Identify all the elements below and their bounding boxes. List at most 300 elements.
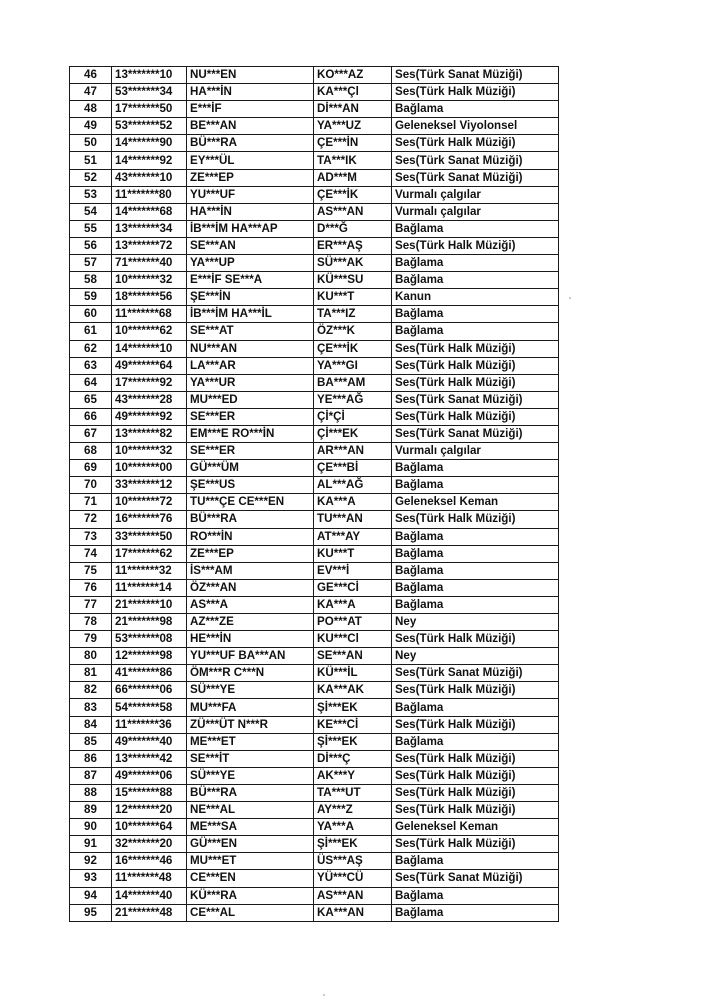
last-name-cell: ÇE***İN <box>314 135 392 152</box>
last-name-cell: KO***AZ <box>314 67 392 84</box>
row-number-cell: 56 <box>70 237 112 254</box>
row-number-cell: 62 <box>70 340 112 357</box>
table-row <box>70 579 559 596</box>
last-name-cell: KE***Cİ <box>314 716 392 733</box>
first-name-cell: BE***AN <box>187 118 314 135</box>
id-number-cell: 49*******06 <box>112 767 187 784</box>
table-row <box>70 733 559 750</box>
row-number-cell: 61 <box>70 323 112 340</box>
branch-cell: Bağlama <box>392 528 559 545</box>
first-name-cell: ZÜ***ÜT N***R <box>187 716 314 733</box>
table-row <box>70 391 559 408</box>
last-name-cell: ÖZ***K <box>314 323 392 340</box>
branch-cell: Bağlama <box>392 101 559 118</box>
row-number-cell: 51 <box>70 152 112 169</box>
branch-cell: Bağlama <box>392 562 559 579</box>
branch-cell: Ses(Türk Halk Müziği) <box>392 836 559 853</box>
id-number-cell: 21*******48 <box>112 904 187 921</box>
id-number-cell: 33*******12 <box>112 477 187 494</box>
branch-cell: Bağlama <box>392 477 559 494</box>
first-name-cell: SE***ER <box>187 443 314 460</box>
branch-cell: Bağlama <box>392 306 559 323</box>
table-row <box>70 460 559 477</box>
row-number-cell: 82 <box>70 682 112 699</box>
last-name-cell: D***Ğ <box>314 220 392 237</box>
id-number-cell: 12*******98 <box>112 648 187 665</box>
id-number-cell: 16*******46 <box>112 853 187 870</box>
branch-cell: Ses(Türk Halk Müziği) <box>392 408 559 425</box>
branch-cell: Ses(Türk Halk Müziği) <box>392 374 559 391</box>
id-number-cell: 53*******08 <box>112 631 187 648</box>
table-row <box>70 255 559 272</box>
row-number-cell: 92 <box>70 853 112 870</box>
id-number-cell: 10*******72 <box>112 494 187 511</box>
first-name-cell: SE***AT <box>187 323 314 340</box>
last-name-cell: AS***AN <box>314 887 392 904</box>
row-number-cell: 88 <box>70 784 112 801</box>
first-name-cell: E***İF <box>187 101 314 118</box>
branch-cell: Ses(Türk Sanat Müziği) <box>392 665 559 682</box>
table-row <box>70 443 559 460</box>
row-number-cell: 73 <box>70 528 112 545</box>
table-row <box>70 272 559 289</box>
id-number-cell: 13*******42 <box>112 750 187 767</box>
row-number-cell: 47 <box>70 84 112 101</box>
id-number-cell: 14*******92 <box>112 152 187 169</box>
branch-cell: Ses(Türk Halk Müziği) <box>392 802 559 819</box>
id-number-cell: 10*******64 <box>112 819 187 836</box>
id-number-cell: 16*******76 <box>112 511 187 528</box>
table-row <box>70 118 559 135</box>
id-number-cell: 53*******52 <box>112 118 187 135</box>
first-name-cell: ÖM***R C***N <box>187 665 314 682</box>
table-row <box>70 237 559 254</box>
id-number-cell: 21*******98 <box>112 614 187 631</box>
first-name-cell: ÖZ***AN <box>187 579 314 596</box>
last-name-cell: TA***IZ <box>314 306 392 323</box>
last-name-cell: YÜ***CÜ <box>314 870 392 887</box>
id-number-cell: 12*******20 <box>112 802 187 819</box>
id-number-cell: 11*******68 <box>112 306 187 323</box>
row-number-cell: 50 <box>70 135 112 152</box>
id-number-cell: 17*******50 <box>112 101 187 118</box>
branch-cell: Vurmalı çalgılar <box>392 186 559 203</box>
table-row <box>70 819 559 836</box>
last-name-cell: ÇE***İK <box>314 340 392 357</box>
id-number-cell: 11*******80 <box>112 186 187 203</box>
last-name-cell: GE***Cİ <box>314 579 392 596</box>
row-number-cell: 46 <box>70 67 112 84</box>
first-name-cell: ŞE***İN <box>187 289 314 306</box>
table-row <box>70 665 559 682</box>
id-number-cell: 41*******86 <box>112 665 187 682</box>
branch-cell: Ses(Türk Sanat Müziği) <box>392 152 559 169</box>
row-number-cell: 86 <box>70 750 112 767</box>
table-row <box>70 870 559 887</box>
row-number-cell: 89 <box>70 802 112 819</box>
branch-cell: Bağlama <box>392 596 559 613</box>
last-name-cell: AR***AN <box>314 443 392 460</box>
branch-cell: Vurmalı çalgılar <box>392 203 559 220</box>
id-number-cell: 49*******92 <box>112 408 187 425</box>
id-number-cell: 54*******58 <box>112 699 187 716</box>
last-name-cell: Çİ*Çİ <box>314 408 392 425</box>
id-number-cell: 10*******32 <box>112 272 187 289</box>
branch-cell: Geleneksel Keman <box>392 819 559 836</box>
branch-cell: Ses(Türk Halk Müziği) <box>392 511 559 528</box>
last-name-cell: AY***Z <box>314 802 392 819</box>
last-name-cell: KA***A <box>314 596 392 613</box>
table-row <box>70 152 559 169</box>
row-number-cell: 67 <box>70 425 112 442</box>
last-name-cell: AD***M <box>314 169 392 186</box>
first-name-cell: LA***AR <box>187 357 314 374</box>
id-number-cell: 18*******56 <box>112 289 187 306</box>
last-name-cell: TU***AN <box>314 511 392 528</box>
first-name-cell: AZ***ZE <box>187 614 314 631</box>
last-name-cell: BA***AM <box>314 374 392 391</box>
row-number-cell: 94 <box>70 887 112 904</box>
branch-cell: Ses(Türk Sanat Müziği) <box>392 425 559 442</box>
first-name-cell: GÜ***EN <box>187 836 314 853</box>
table-body <box>70 67 559 922</box>
table-row <box>70 767 559 784</box>
id-number-cell: 21*******10 <box>112 596 187 613</box>
first-name-cell: BÜ***RA <box>187 135 314 152</box>
last-name-cell: YA***UZ <box>314 118 392 135</box>
branch-cell: Ses(Türk Sanat Müziği) <box>392 67 559 84</box>
table-row <box>70 220 559 237</box>
row-number-cell: 85 <box>70 733 112 750</box>
table-row <box>70 289 559 306</box>
branch-cell: Bağlama <box>392 733 559 750</box>
last-name-cell: AS***AN <box>314 203 392 220</box>
last-name-cell: KA***A <box>314 494 392 511</box>
id-number-cell: 53*******34 <box>112 84 187 101</box>
branch-cell: Ses(Türk Halk Müziği) <box>392 340 559 357</box>
last-name-cell: PO***AT <box>314 614 392 631</box>
table-row <box>70 596 559 613</box>
row-number-cell: 95 <box>70 904 112 921</box>
branch-cell: Ney <box>392 614 559 631</box>
first-name-cell: GÜ***ÜM <box>187 460 314 477</box>
table-row <box>70 545 559 562</box>
last-name-cell: EV***İ <box>314 562 392 579</box>
row-number-cell: 87 <box>70 767 112 784</box>
first-name-cell: BÜ***RA <box>187 784 314 801</box>
branch-cell: Ses(Türk Halk Müziği) <box>392 716 559 733</box>
table-row <box>70 357 559 374</box>
first-name-cell: MU***ED <box>187 391 314 408</box>
first-name-cell: CE***EN <box>187 870 314 887</box>
last-name-cell: AK***Y <box>314 767 392 784</box>
row-number-cell: 77 <box>70 596 112 613</box>
first-name-cell: E***İF SE***A <box>187 272 314 289</box>
last-name-cell: YA***A <box>314 819 392 836</box>
first-name-cell: YU***UF <box>187 186 314 203</box>
first-name-cell: YA***UP <box>187 255 314 272</box>
row-number-cell: 69 <box>70 460 112 477</box>
id-number-cell: 32*******20 <box>112 836 187 853</box>
table-row <box>70 203 559 220</box>
table-row <box>70 306 559 323</box>
id-number-cell: 49*******64 <box>112 357 187 374</box>
id-number-cell: 11*******14 <box>112 579 187 596</box>
last-name-cell: Şİ***EK <box>314 699 392 716</box>
table-row <box>70 101 559 118</box>
table-row <box>70 528 559 545</box>
first-name-cell: HE***İN <box>187 631 314 648</box>
last-name-cell: ÇE***İK <box>314 186 392 203</box>
row-number-cell: 54 <box>70 203 112 220</box>
last-name-cell: KU***Cl <box>314 631 392 648</box>
first-name-cell: EM***E RO***İN <box>187 425 314 442</box>
first-name-cell: BÜ***RA <box>187 511 314 528</box>
table-row <box>70 836 559 853</box>
branch-cell: Ses(Türk Sanat Müziği) <box>392 391 559 408</box>
branch-cell: Ses(Türk Halk Müziği) <box>392 750 559 767</box>
first-name-cell: HA***İN <box>187 84 314 101</box>
first-name-cell: YA***UR <box>187 374 314 391</box>
table-row <box>70 631 559 648</box>
row-number-cell: 65 <box>70 391 112 408</box>
id-number-cell: 49*******40 <box>112 733 187 750</box>
branch-cell: Ses(Türk Halk Müziği) <box>392 767 559 784</box>
branch-cell: Ses(Türk Halk Müziği) <box>392 631 559 648</box>
id-number-cell: 14*******68 <box>112 203 187 220</box>
id-number-cell: 11*******36 <box>112 716 187 733</box>
id-number-cell: 13*******82 <box>112 425 187 442</box>
first-name-cell: KÜ***RA <box>187 887 314 904</box>
first-name-cell: EY***ÜL <box>187 152 314 169</box>
row-number-cell: 48 <box>70 101 112 118</box>
first-name-cell: MU***ET <box>187 853 314 870</box>
last-name-cell: Dİ***Ç <box>314 750 392 767</box>
row-number-cell: 71 <box>70 494 112 511</box>
row-number-cell: 58 <box>70 272 112 289</box>
last-name-cell: KU***T <box>314 289 392 306</box>
branch-cell: Bağlama <box>392 545 559 562</box>
branch-cell: Ney <box>392 648 559 665</box>
first-name-cell: İB***İM HA***İL <box>187 306 314 323</box>
id-number-cell: 33*******50 <box>112 528 187 545</box>
candidate-table <box>69 66 559 922</box>
first-name-cell: SE***İT <box>187 750 314 767</box>
row-number-cell: 70 <box>70 477 112 494</box>
table-row <box>70 802 559 819</box>
last-name-cell: YA***GI <box>314 357 392 374</box>
table-row <box>70 853 559 870</box>
branch-cell: Ses(Türk Halk Müziği) <box>392 784 559 801</box>
row-number-cell: 79 <box>70 631 112 648</box>
table-row <box>70 511 559 528</box>
last-name-cell: TA***IK <box>314 152 392 169</box>
id-number-cell: 13*******34 <box>112 220 187 237</box>
branch-cell: Ses(Türk Halk Müziği) <box>392 357 559 374</box>
first-name-cell: ME***SA <box>187 819 314 836</box>
row-number-cell: 84 <box>70 716 112 733</box>
table-row <box>70 682 559 699</box>
first-name-cell: ZE***EP <box>187 545 314 562</box>
branch-cell: Ses(Türk Sanat Müziği) <box>392 169 559 186</box>
id-number-cell: 43*******10 <box>112 169 187 186</box>
row-number-cell: 52 <box>70 169 112 186</box>
row-number-cell: 78 <box>70 614 112 631</box>
last-name-cell: AL***AĞ <box>314 477 392 494</box>
last-name-cell: SÜ***AK <box>314 255 392 272</box>
id-number-cell: 14*******40 <box>112 887 187 904</box>
row-number-cell: 83 <box>70 699 112 716</box>
table-row <box>70 84 559 101</box>
first-name-cell: NU***EN <box>187 67 314 84</box>
first-name-cell: SÜ***YE <box>187 767 314 784</box>
id-number-cell: 66*******06 <box>112 682 187 699</box>
id-number-cell: 14*******10 <box>112 340 187 357</box>
branch-cell: Kanun <box>392 289 559 306</box>
scan-speck <box>569 297 571 299</box>
last-name-cell: ÇE***Bİ <box>314 460 392 477</box>
branch-cell: Bağlama <box>392 220 559 237</box>
last-name-cell: ÜS***AŞ <box>314 853 392 870</box>
table-row <box>70 904 559 921</box>
row-number-cell: 63 <box>70 357 112 374</box>
first-name-cell: NE***AL <box>187 802 314 819</box>
first-name-cell: HA***İN <box>187 203 314 220</box>
last-name-cell: Dİ***AN <box>314 101 392 118</box>
row-number-cell: 91 <box>70 836 112 853</box>
table-row <box>70 784 559 801</box>
row-number-cell: 72 <box>70 511 112 528</box>
branch-cell: Ses(Türk Halk Müziği) <box>392 682 559 699</box>
branch-cell: Bağlama <box>392 904 559 921</box>
row-number-cell: 81 <box>70 665 112 682</box>
row-number-cell: 76 <box>70 579 112 596</box>
first-name-cell: AS***A <box>187 596 314 613</box>
table-row <box>70 135 559 152</box>
table-row <box>70 67 559 84</box>
branch-cell: Geleneksel Viyolonsel <box>392 118 559 135</box>
row-number-cell: 68 <box>70 443 112 460</box>
table-row <box>70 750 559 767</box>
last-name-cell: AT***AY <box>314 528 392 545</box>
branch-cell: Bağlama <box>392 460 559 477</box>
id-number-cell: 15*******88 <box>112 784 187 801</box>
last-name-cell: Şİ***EK <box>314 733 392 750</box>
id-number-cell: 10*******32 <box>112 443 187 460</box>
table-row <box>70 614 559 631</box>
row-number-cell: 64 <box>70 374 112 391</box>
first-name-cell: SÜ***YE <box>187 682 314 699</box>
branch-cell: Bağlama <box>392 255 559 272</box>
branch-cell: Bağlama <box>392 579 559 596</box>
table-row <box>70 562 559 579</box>
first-name-cell: ZE***EP <box>187 169 314 186</box>
table-row <box>70 887 559 904</box>
branch-cell: Bağlama <box>392 323 559 340</box>
branch-cell: Geleneksel Keman <box>392 494 559 511</box>
branch-cell: Vurmalı çalgılar <box>392 443 559 460</box>
first-name-cell: MU***FA <box>187 699 314 716</box>
row-number-cell: 55 <box>70 220 112 237</box>
first-name-cell: ŞE***US <box>187 477 314 494</box>
first-name-cell: ME***ET <box>187 733 314 750</box>
branch-cell: Ses(Türk Sanat Müziği) <box>392 870 559 887</box>
row-number-cell: 66 <box>70 408 112 425</box>
id-number-cell: 10*******00 <box>112 460 187 477</box>
row-number-cell: 80 <box>70 648 112 665</box>
last-name-cell: KÜ***İL <box>314 665 392 682</box>
first-name-cell: CE***AL <box>187 904 314 921</box>
row-number-cell: 74 <box>70 545 112 562</box>
id-number-cell: 17*******92 <box>112 374 187 391</box>
table-row <box>70 648 559 665</box>
row-number-cell: 75 <box>70 562 112 579</box>
id-number-cell: 13*******10 <box>112 67 187 84</box>
table-row <box>70 699 559 716</box>
last-name-cell: KA***AN <box>314 904 392 921</box>
table-row <box>70 425 559 442</box>
last-name-cell: ER***AŞ <box>314 237 392 254</box>
branch-cell: Bağlama <box>392 699 559 716</box>
table-row <box>70 186 559 203</box>
first-name-cell: İS***AM <box>187 562 314 579</box>
row-number-cell: 59 <box>70 289 112 306</box>
table-row <box>70 477 559 494</box>
id-number-cell: 71*******40 <box>112 255 187 272</box>
first-name-cell: İB***İM HA***AP <box>187 220 314 237</box>
last-name-cell: Şİ***EK <box>314 836 392 853</box>
first-name-cell: NU***AN <box>187 340 314 357</box>
branch-cell: Bağlama <box>392 272 559 289</box>
branch-cell: Bağlama <box>392 887 559 904</box>
id-number-cell: 11*******48 <box>112 870 187 887</box>
row-number-cell: 57 <box>70 255 112 272</box>
table-row <box>70 716 559 733</box>
branch-cell: Bağlama <box>392 853 559 870</box>
first-name-cell: TU***ÇE CE***EN <box>187 494 314 511</box>
table-row <box>70 408 559 425</box>
row-number-cell: 60 <box>70 306 112 323</box>
first-name-cell: RO***İN <box>187 528 314 545</box>
scan-speck <box>323 994 325 996</box>
candidate-list <box>69 66 559 922</box>
first-name-cell: SE***AN <box>187 237 314 254</box>
id-number-cell: 11*******32 <box>112 562 187 579</box>
table-row <box>70 494 559 511</box>
branch-cell: Ses(Türk Halk Müziği) <box>392 237 559 254</box>
id-number-cell: 13*******72 <box>112 237 187 254</box>
id-number-cell: 17*******62 <box>112 545 187 562</box>
last-name-cell: KÜ***SU <box>314 272 392 289</box>
table-row <box>70 169 559 186</box>
last-name-cell: SE***AN <box>314 648 392 665</box>
row-number-cell: 90 <box>70 819 112 836</box>
id-number-cell: 14*******90 <box>112 135 187 152</box>
table-row <box>70 374 559 391</box>
id-number-cell: 43*******28 <box>112 391 187 408</box>
last-name-cell: KA***Çl <box>314 84 392 101</box>
row-number-cell: 93 <box>70 870 112 887</box>
first-name-cell: SE***ER <box>187 408 314 425</box>
branch-cell: Ses(Türk Halk Müziği) <box>392 135 559 152</box>
first-name-cell: YU***UF BA***AN <box>187 648 314 665</box>
last-name-cell: Çİ***EK <box>314 425 392 442</box>
last-name-cell: TA***UT <box>314 784 392 801</box>
id-number-cell: 10*******62 <box>112 323 187 340</box>
table-row <box>70 340 559 357</box>
row-number-cell: 53 <box>70 186 112 203</box>
branch-cell: Ses(Türk Halk Müziği) <box>392 84 559 101</box>
